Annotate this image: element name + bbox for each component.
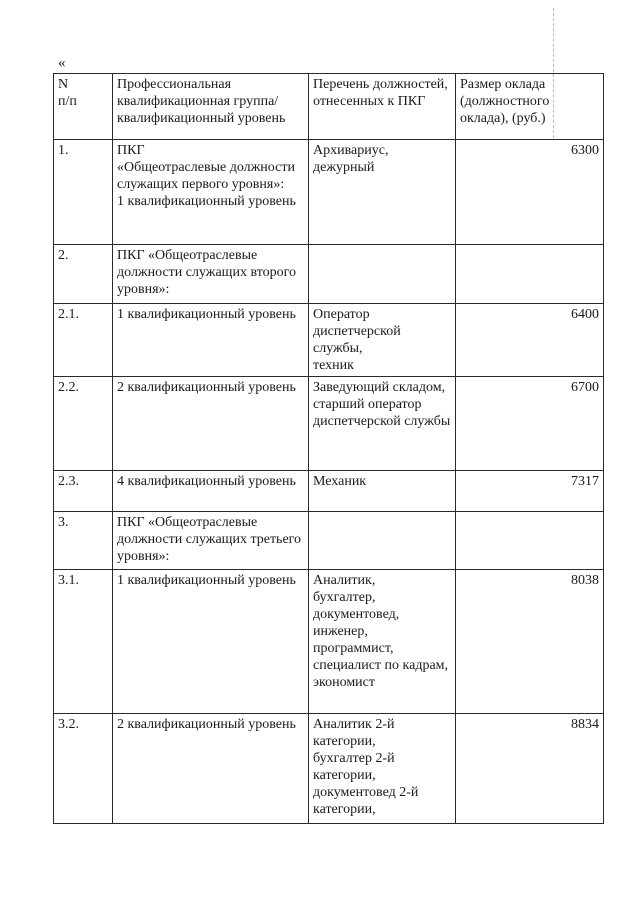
- row-positions: Аналитик, бухгалтер, документовед, инженер, программист, специалист по кадрам, экономист: [309, 570, 456, 714]
- row-number: 2.2.: [54, 377, 113, 471]
- table-row: [54, 714, 604, 824]
- row-salary: 6700: [456, 377, 604, 471]
- row-positions: Аналитик 2-й категории, бухгалтер 2-й категории, документовед 2-й категории,: [309, 714, 456, 824]
- header-number: N п/п: [54, 74, 113, 140]
- row-qualification-group: ПКГ «Общеотраслевые должности служащих третьего уровня»:: [113, 512, 309, 570]
- header-salary-size: Размер оклада (должностного оклада), (руб.): [456, 74, 604, 140]
- table-row: [54, 245, 604, 304]
- row-number: 3.2.: [54, 714, 113, 824]
- row-qualification-group: 1 квалификационный уровень: [113, 570, 309, 714]
- row-positions: [309, 245, 456, 304]
- row-number: 1.: [54, 140, 113, 245]
- row-qualification-group: ПКГ «Общеотраслевые должности служащих второго уровня»:: [113, 245, 309, 304]
- row-qualification-group: 2 квалификационный уровень: [113, 714, 309, 824]
- row-positions: Механик: [309, 471, 456, 512]
- row-number: 2.1.: [54, 304, 113, 377]
- row-positions: Заведующий складом, старший оператор диспетчерской службы: [309, 377, 456, 471]
- table-row: [54, 570, 604, 714]
- row-number: 3.: [54, 512, 113, 570]
- row-salary: 8038: [456, 570, 604, 714]
- row-qualification-group: 1 квалификационный уровень: [113, 304, 309, 377]
- opening-quote-mark: «: [58, 55, 66, 71]
- row-salary: 6300: [456, 140, 604, 245]
- row-qualification-group: ПКГ «Общеотраслевые должности служащих первого уровня»: 1 квалификационный уровень: [113, 140, 309, 245]
- table-row: [54, 512, 604, 570]
- row-positions: Оператор диспетчерской службы, техник: [309, 304, 456, 377]
- table-row: [54, 471, 604, 512]
- row-salary: [456, 245, 604, 304]
- header-positions-list: Перечень должностей, отнесенных к ПКГ: [309, 74, 456, 140]
- row-number: 2.3.: [54, 471, 113, 512]
- table-header-row: [54, 74, 604, 140]
- row-positions: [309, 512, 456, 570]
- row-qualification-group: 2 квалификационный уровень: [113, 377, 309, 471]
- row-positions: Архивариус, дежурный: [309, 140, 456, 245]
- salary-table: [53, 73, 604, 824]
- row-salary: 7317: [456, 471, 604, 512]
- row-salary: [456, 512, 604, 570]
- row-number: 3.1.: [54, 570, 113, 714]
- row-salary: 6400: [456, 304, 604, 377]
- row-number: 2.: [54, 245, 113, 304]
- row-salary: 8834: [456, 714, 604, 824]
- table-row: [54, 304, 604, 377]
- row-qualification-group: 4 квалификационный уровень: [113, 471, 309, 512]
- table-row: [54, 377, 604, 471]
- table-row: [54, 140, 604, 245]
- header-qualification-group: Профессиональная квалификационная группа/ квалификационный уровень: [113, 74, 309, 140]
